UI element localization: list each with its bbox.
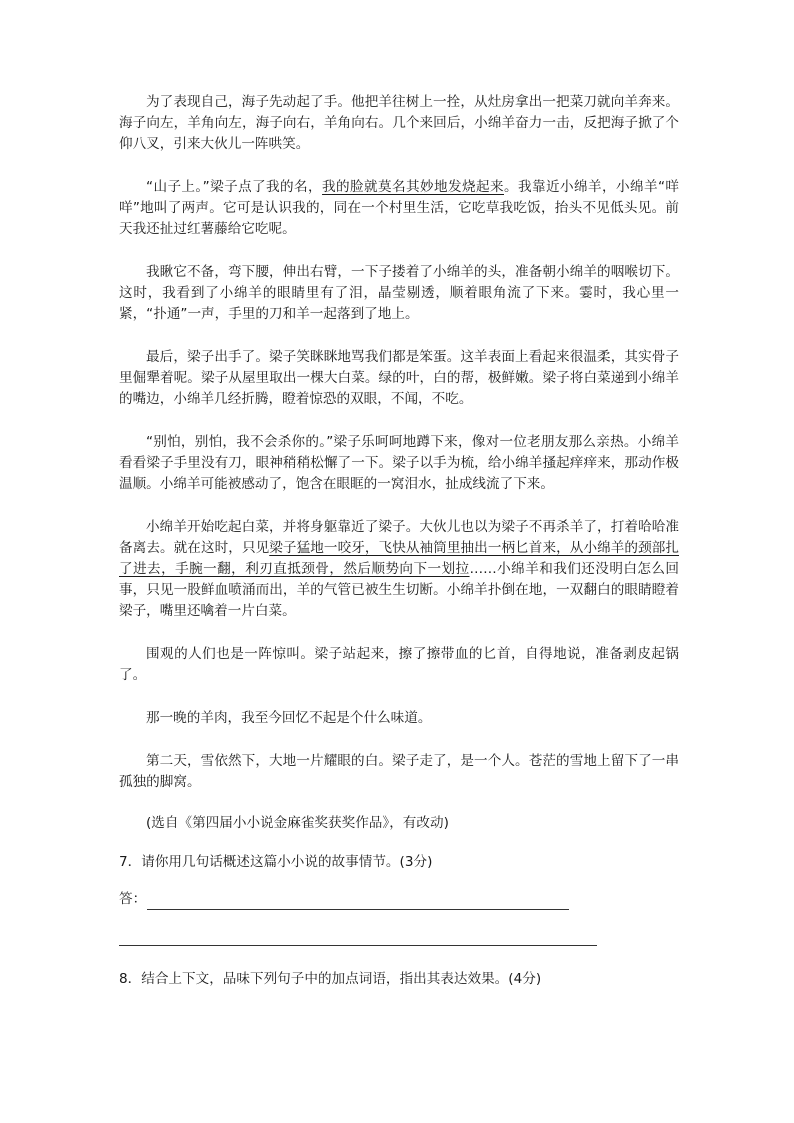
paragraph-text: ……小绵羊和我们还没明白怎么回事，只见一股鲜血喷涌而出，羊的气管已被生生切断。小绵羊扑倒在地，一双翻白的眼睛瞪着梁子，嘴里还噙着一片白菜。 (119, 561, 680, 619)
paragraph-text: 围观的人们也是一阵惊叫。梁子站起来，擦了擦带血的匕首，自得地说，准备剥皮起锅了。 (119, 646, 679, 683)
paragraph-text: 。我靠近小绵羊，小绵羊“咩咩”地叫了两声。它可是认识我的，同在一个村里生活，它吃草我吃饭，抬头不见低头见。前天我还扯过红薯藤给它吃呢。 (119, 179, 679, 237)
story-paragraph (119, 262, 679, 325)
answer-line-2[interactable] (119, 945, 597, 946)
paragraph-text: “别怕，别怕，我不会杀你的。”梁子乐呵呵地蹲下来，像对一位老朋友那么亲热。小绵羊看看梁子手里没有刀，眼神稍稍松懈了一下。梁子以手为梳，给小绵羊搔起痒痒来，那动作极温顺。小绵羊可能被感动了，饱含在眼眶的一窝泪水，扯成线流了下来。 (119, 434, 679, 492)
question-7: 7．请你用几句话概述这篇小小说的故事情节。(3分) (119, 854, 433, 870)
underlined-sentence: 梁子猛地一咬牙，飞快从袖筒里抽出一柄匕首来，从小绵羊的颈部扎了进去，手腕一翻，利刃直抵颈骨，然后顺势向下一划拉 (119, 540, 680, 577)
answer-line-1[interactable] (147, 909, 569, 910)
paragraph-text: “山子上。”梁子点了我的名， (146, 179, 323, 195)
story-text (119, 92, 679, 793)
story-paragraph (119, 177, 679, 240)
document-page (119, 92, 679, 1009)
question-8: 8．结合上下文，品味下列句子中的加点词语，指出其表达效果。(4分) (119, 971, 542, 987)
story-paragraph (119, 708, 679, 729)
story-paragraph (119, 644, 679, 686)
story-paragraph (119, 517, 679, 622)
story-paragraph (119, 92, 679, 155)
answer-label: 答： (119, 891, 147, 907)
paragraph-text: 最后，梁子出手了。梁子笑眯眯地骂我们都是笨蛋。这羊表面上看起来很温柔，其实骨子里倔犟着呢。梁子从屋里取出一棵大白菜。绿的叶，白的帮，极鲜嫩。梁子将白菜递到小绵羊的嘴边，小绵羊几经折腾，瞪着惊恐的双眼，不闻，不吃。 (119, 349, 679, 407)
paragraph-text: 第二天，雪依然下，大地一片耀眼的白。梁子走了，是一个人。苍茫的雪地上留下了一串孤独的脚窝。 (119, 753, 679, 790)
source-note: (选自《第四届小小说金麻雀奖获奖作品》，有改动) (146, 815, 449, 831)
story-paragraph (119, 347, 679, 410)
underlined-sentence: 我的脸就莫名其妙地发烧起来 (322, 179, 504, 195)
story-paragraph (119, 751, 679, 793)
story-paragraph (119, 432, 679, 495)
answer-area (119, 889, 679, 913)
paragraph-text: 那一晚的羊肉，我至今回忆不起是个什么味道。 (146, 710, 432, 726)
paragraph-text: 我瞅它不备，弯下腰，伸出右臂，一下子搂着了小绵羊的头，准备朝小绵羊的咽喉切下。这时，我看到了小绵羊的眼睛里有了泪，晶莹剔透，顺着眼角流了下来。霎时，我心里一紧，“扑通”一声，手里的刀和羊一起落到了地上。 (119, 264, 679, 322)
paragraph-text: 为了表现自己，海子先动起了手。他把羊往树上一拴，从灶房拿出一把菜刀就向羊奔来。海子向左，羊角向左，海子向右，羊角向右。几个来回后，小绵羊奋力一击，反把海子掀了个仰八叉，引来大伙儿一阵哄笑。 (119, 94, 679, 152)
paragraph-text: 小绵羊开始吃起白菜，并将身躯靠近了梁子。大伙儿也以为梁子不再杀羊了，打着哈哈准备离去。就在这时，只见 (119, 519, 679, 556)
